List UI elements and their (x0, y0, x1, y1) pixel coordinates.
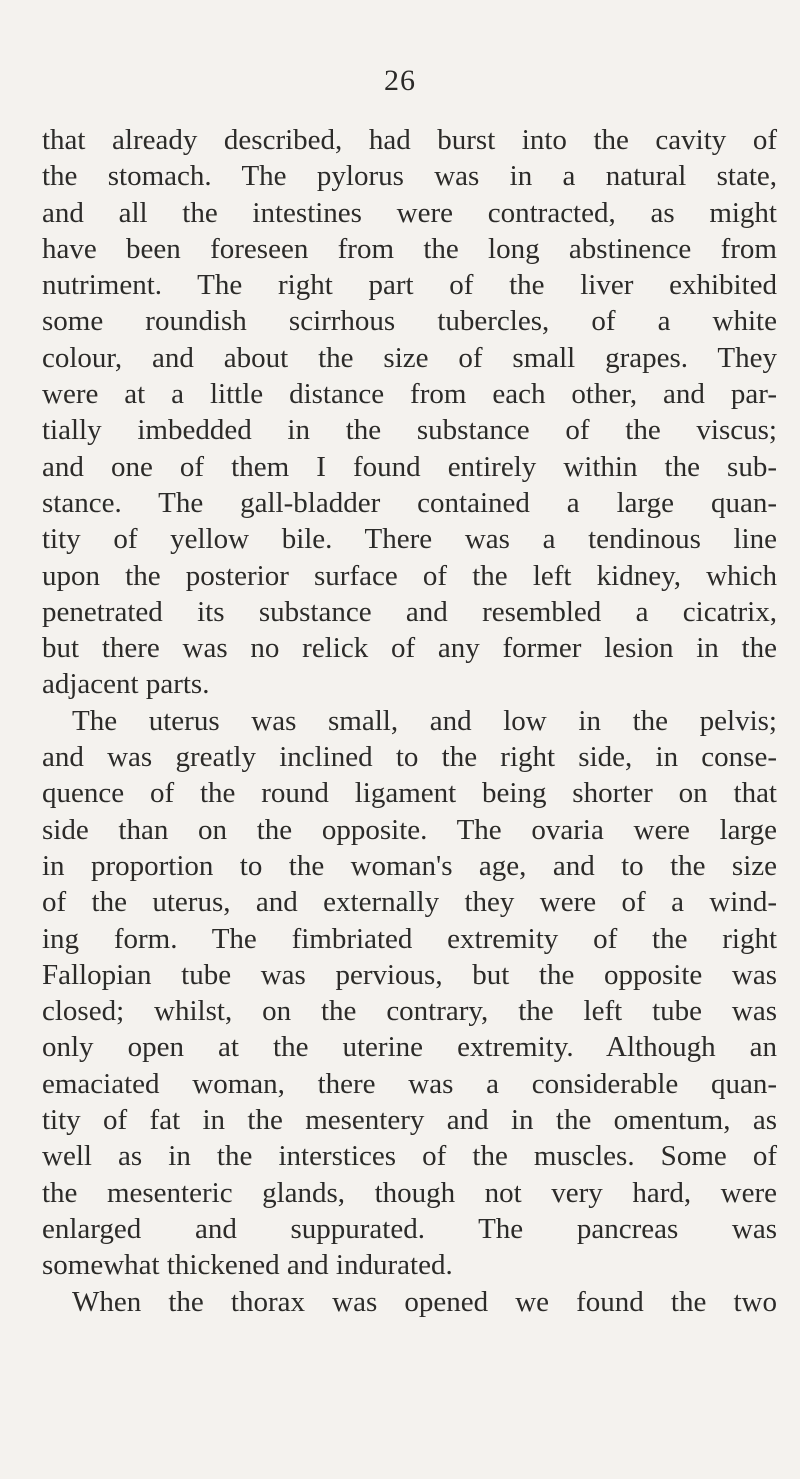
paragraph-end-line: adjacent parts. (42, 668, 210, 701)
page-number: 26 (384, 64, 416, 97)
text-line: well as in the interstices of the muscles. Some of (42, 1140, 777, 1173)
text-line: some roundish scirrhous tubercles, of a white (42, 305, 777, 338)
text-line: side than on the opposite. The ovaria were large (42, 813, 777, 846)
text-line: tially imbedded in the substance of the viscus; (42, 414, 777, 447)
text-line: closed; whilst, on the contrary, the left tube was (42, 995, 777, 1028)
text-line: but there was no relick of any former lesion in the (42, 632, 777, 665)
text-line: and was greatly inclined to the right side, in conse- (42, 741, 777, 774)
text-line: tity of yellow bile. There was a tendinous line (42, 523, 777, 556)
text-line: ing form. The fimbriated extremity of the right (42, 922, 777, 955)
text-line: and all the intestines were contracted, as might (42, 196, 777, 229)
text-line: the stomach. The pylorus was in a natural state, (42, 160, 777, 193)
text-line: penetrated its substance and resembled a cicatrix, (42, 595, 777, 628)
text-line: the mesenteric glands, though not very hard, were (42, 1176, 777, 1209)
text-line: nutriment. The right part of the liver exhibited (42, 269, 777, 302)
text-line: Fallopian tube was pervious, but the opposite was (42, 958, 777, 991)
text-line: were at a little distance from each other, and par- (42, 378, 777, 411)
text-line: of the uterus, and externally they were of a wind- (42, 886, 777, 919)
text-line: quence of the round ligament being shorter on that (42, 777, 777, 810)
text-line: and one of them I found entirely within the sub- (42, 450, 777, 483)
text-line: tity of fat in the mesentery and in the omentum, as (42, 1104, 777, 1137)
text-line: have been foreseen from the long abstinence from (42, 232, 777, 265)
text-line: in proportion to the woman's age, and to the size (42, 849, 777, 882)
text-line: only open at the uterine extremity. Although an (42, 1031, 777, 1064)
text-line: emaciated woman, there was a considerable quan- (42, 1067, 777, 1100)
text-line: enlarged and suppurated. The pancreas was (42, 1212, 777, 1245)
text-line: that already described, had burst into the cavity of (42, 124, 777, 156)
text-line: upon the posterior surface of the left kidney, which (42, 559, 777, 592)
paragraph-end-line: somewhat thickened and indurated. (42, 1249, 453, 1282)
body-text (42, 122, 777, 1320)
paragraph-start-line: When the thorax was opened we found the two (72, 1285, 777, 1318)
text-line: stance. The gall-bladder contained a large quan- (42, 486, 777, 519)
text-line: colour, and about the size of small grapes. They (42, 341, 777, 374)
paragraph-start-line: The uterus was small, and low in the pelvis; (72, 704, 777, 737)
